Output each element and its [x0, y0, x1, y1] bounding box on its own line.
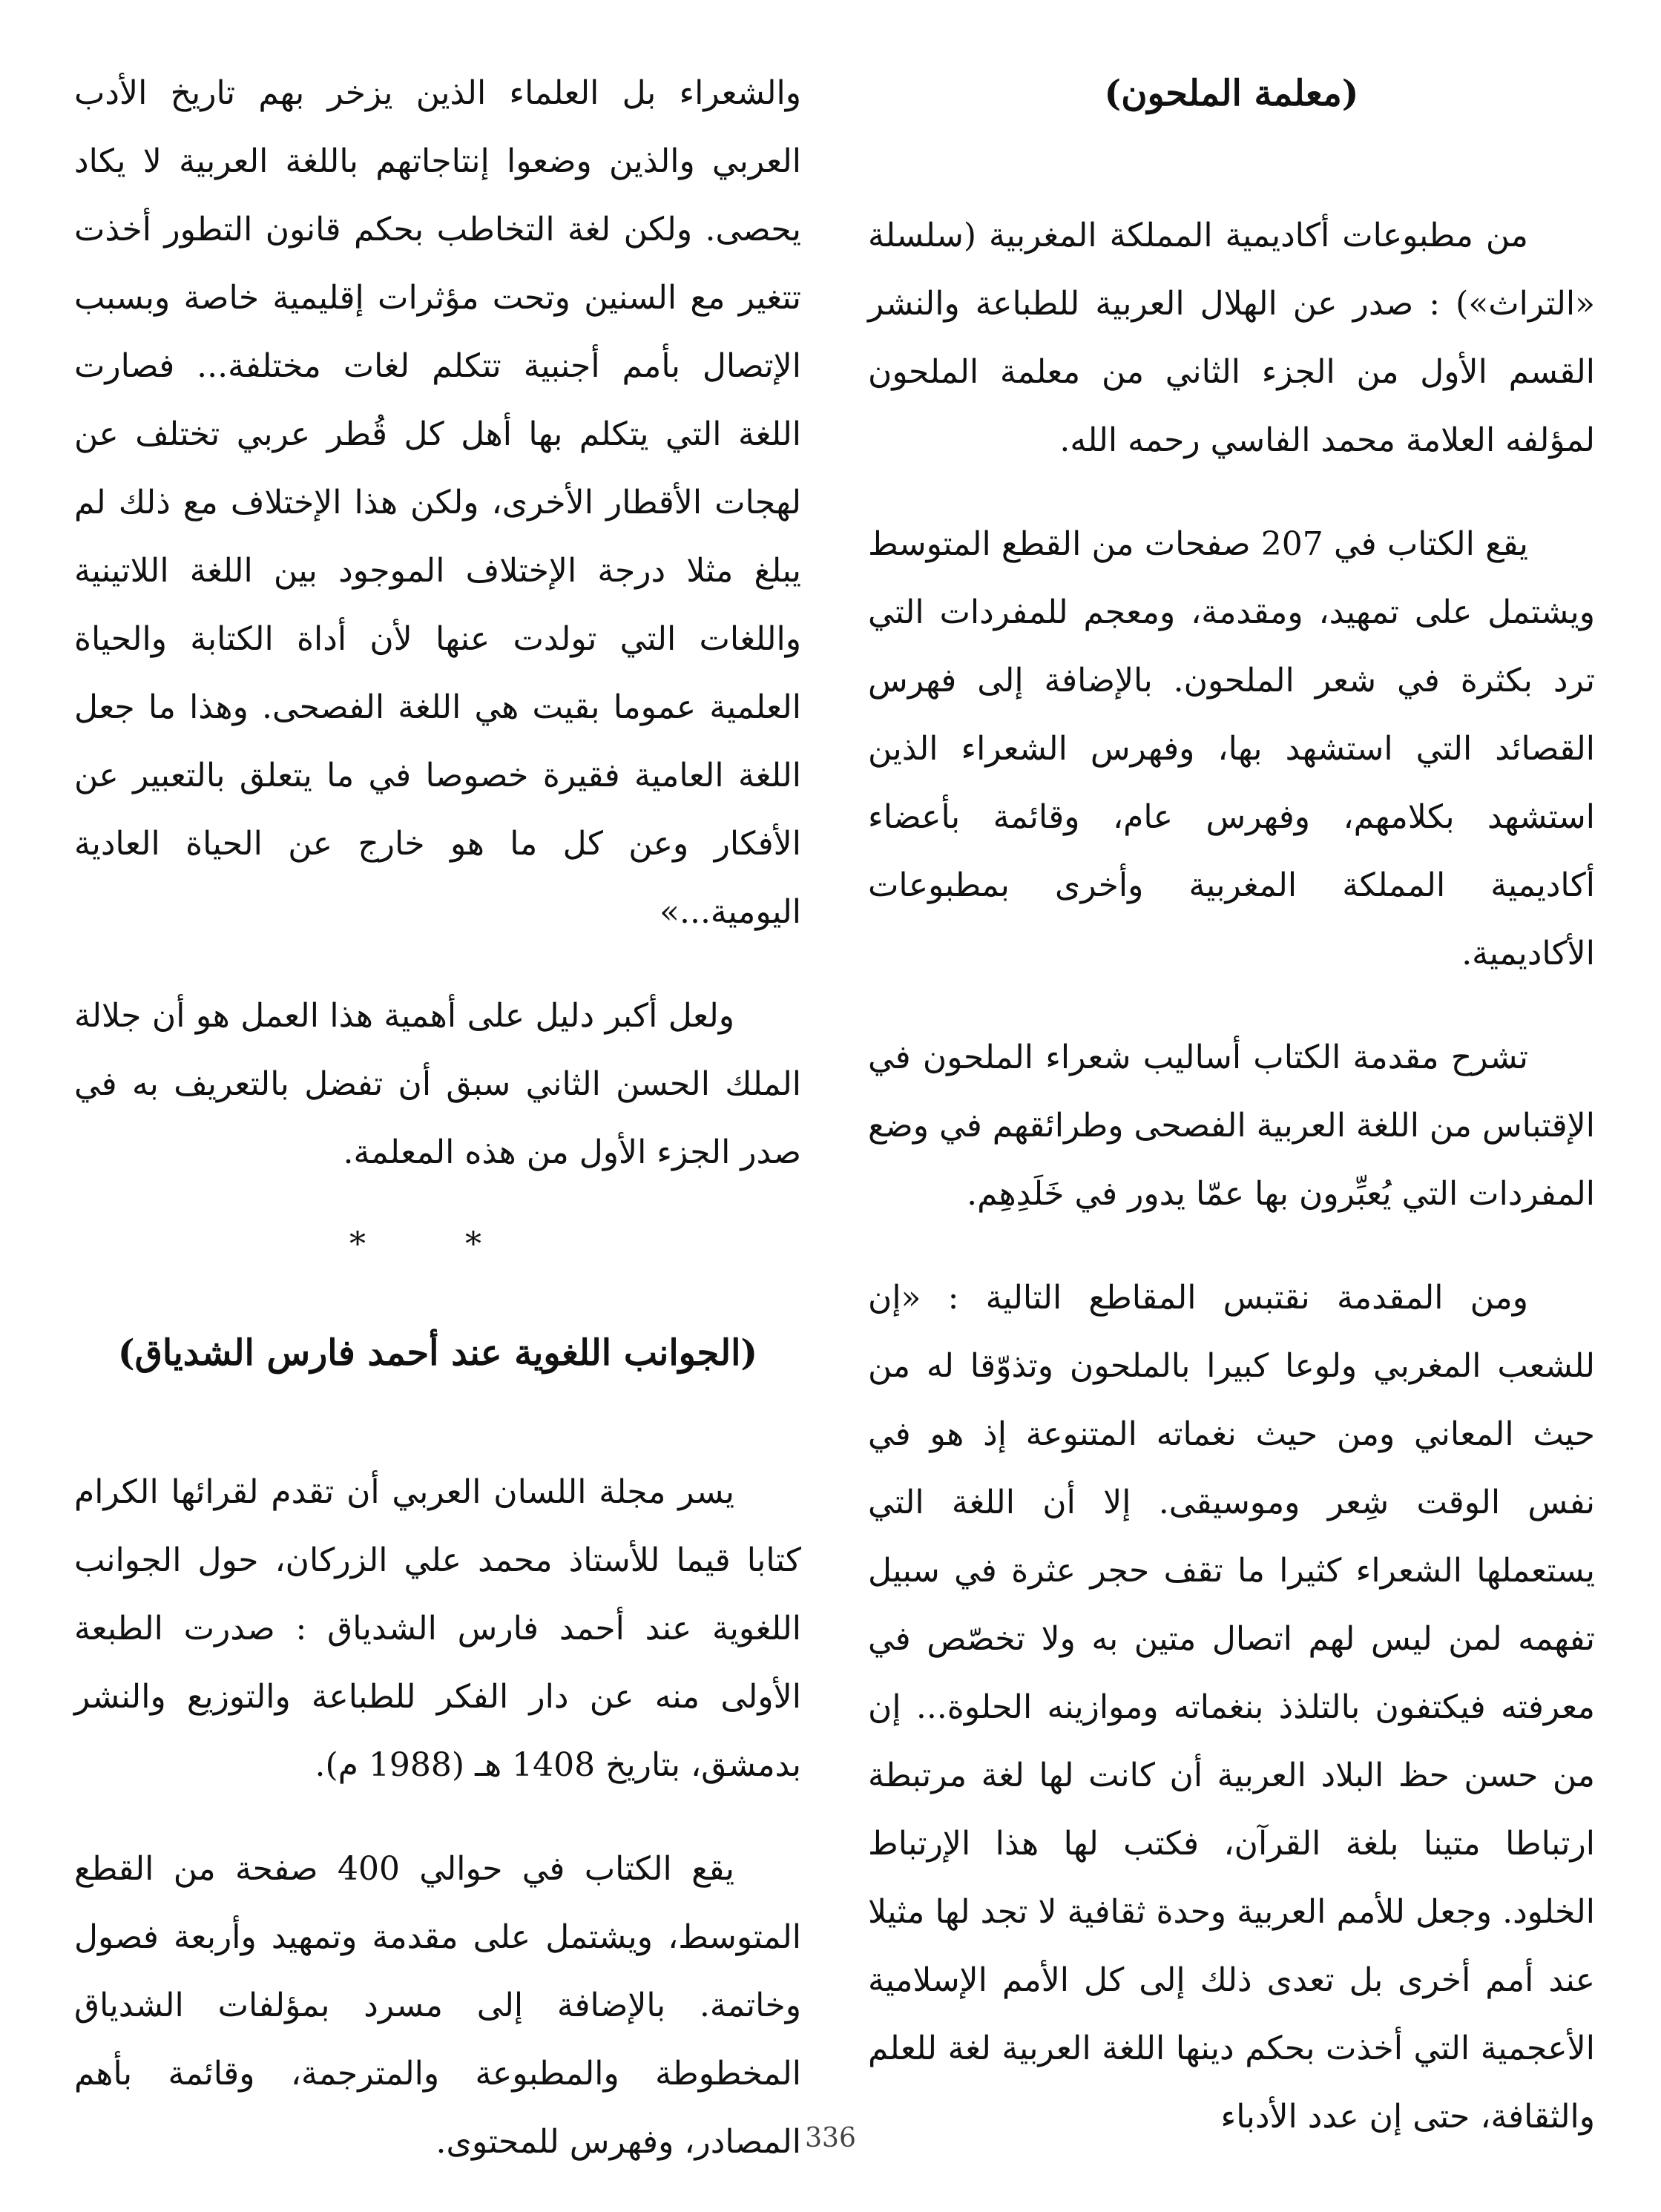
paragraph: والشعراء بل العلماء الذين يزخر بهم تاريخ الأدب العربي والذين وضعوا إنتاجاتهم باللغة العربية لا يكاد يحصى. ولكن لغة التخاطب بحكم قانون التطور أخذت تتغير مع السنين وتحت مؤثرات إقليمية خاصة وبسبب الإتصال بأمم أجنبية تتكلم لغات مختلفة... فصارت اللغة التي يتكلم بها أهل كل قُطر عربي تختلف عن لهجات الأقطار الأخرى، ولكن هذا الإختلاف مع ذلك لم يبلغ مثلا درجة الإختلاف الموجود بين اللغة اللاتينية واللغات التي تولدت عنها لأن أداة الكتابة والحياة العلمية عموما بقيت هي اللغة الفصحى. وهذا ما جعل اللغة العامية فقيرة خصوصا في ما يتعلق بالتعبير عن الأفكار وعن كل ما هو خارج عن الحياة العادية اليومية...»	[74, 74, 801, 931]
section-separator: * *	[349, 1225, 526, 1263]
right-column	[868, 59, 1595, 2187]
paragraph: من مطبوعات أكاديمية المملكة المغربية (سلسلة «التراث») : صدر عن الهلال العربية للطباعة والنشر القسم الأول من الجزء الثاني من معلمة الملحون لمؤلفه العلامة محمد الفاسي رحمه الله.	[868, 217, 1595, 459]
paragraph: ومن المقدمة نقتبس المقاطع التالية : «إن للشعب المغربي ولوعا كبيرا بالملحون وتذوّقا له من حيث المعاني ومن حيث نغماته المتنوعة إذ هو في نفس الوقت شِعر وموسيقى. إلا أن اللغة التي يستعملها الشعراء كثيرا ما تقف حجر عثرة في سبيل تفهمه لمن ليس لهم اتصال متين به ولا تخصّص في معرفته فيكتفون بالتلذذ بنغماته وموازينه الحلوة... إن من حسن حظ البلاد العربية أن كانت لها لغة مرتبطة ارتباطا متينا بلغة القرآن، فكتب لها هذا الإرتباط الخلود. وجعل للأمم العربية وحدة ثقافية لا تجد لها مثيلا عند أمم أخرى بل تعدى ذلك إلى كل الأمم الإسلامية الأعجمية التي أخذت بحكم دينها اللغة العربية لغة للعلم والثقافة، حتى إن عدد الأدباء	[868, 1279, 1595, 2136]
paragraph: يقع الكتاب في 207 صفحات من القطع المتوسط ويشتمل على تمهيد، ومقدمة، ومعجم للمفردات التي ترد بكثرة في شعر الملحون. بالإضافة إلى فهرس القصائد التي استشهد بها، وفهرس الشعراء الذين استشهد بكلامهم، وفهرس عام، وقائمة بأعضاء أكاديمية المملكة المغربية وأخرى بمطبوعات الأكاديمية.	[868, 525, 1596, 972]
paragraph: يسر مجلة اللسان العربي أن تقدم لقرائها الكرام كتابا قيما للأستاذ محمد علي الزركان، حول الجوانب اللغوية عند أحمد فارس الشدياق : صدرت الطبعة الأولى منه عن دار الفكر للطباعة والتوزيع والنشر بدمشق، بتاريخ 1408 هـ (1988 م).	[74, 1473, 801, 1784]
article-heading-malhun: (معلمة الملحون)	[1104, 73, 1359, 114]
left-column	[74, 59, 801, 2212]
paragraph: تشرح مقدمة الكتاب أساليب شعراء الملحون في الإقتباس من اللغة العربية الفصحى وطرائقهم في وضع المفردات التي يُعبِّرون بها عمّا يدور في خَلَدِهِم.	[868, 1038, 1595, 1213]
article-heading-shidyaq: (الجوانب اللغوية عند أحمد فارس الشدياق)	[117, 1332, 758, 1374]
page-number: 336	[805, 2123, 856, 2153]
paragraph: ولعل أكبر دليل على أهمية هذا العمل هو أن جلالة الملك الحسن الثاني سبق أن تفضل بالتعريف به في صدر الجزء الأول من هذه المعلمة.	[74, 997, 801, 1171]
paragraph: يقع الكتاب في حوالي 400 صفحة من القطع المتوسط، ويشتمل على مقدمة وتمهيد وأربعة فصول وخاتمة. بالإضافة إلى مسرد بمؤلفات الشدياق المخطوطة والمطبوعة والمترجمة، وقائمة بأهم المصادر، وفهرس للمحتوى.	[74, 1850, 801, 2161]
